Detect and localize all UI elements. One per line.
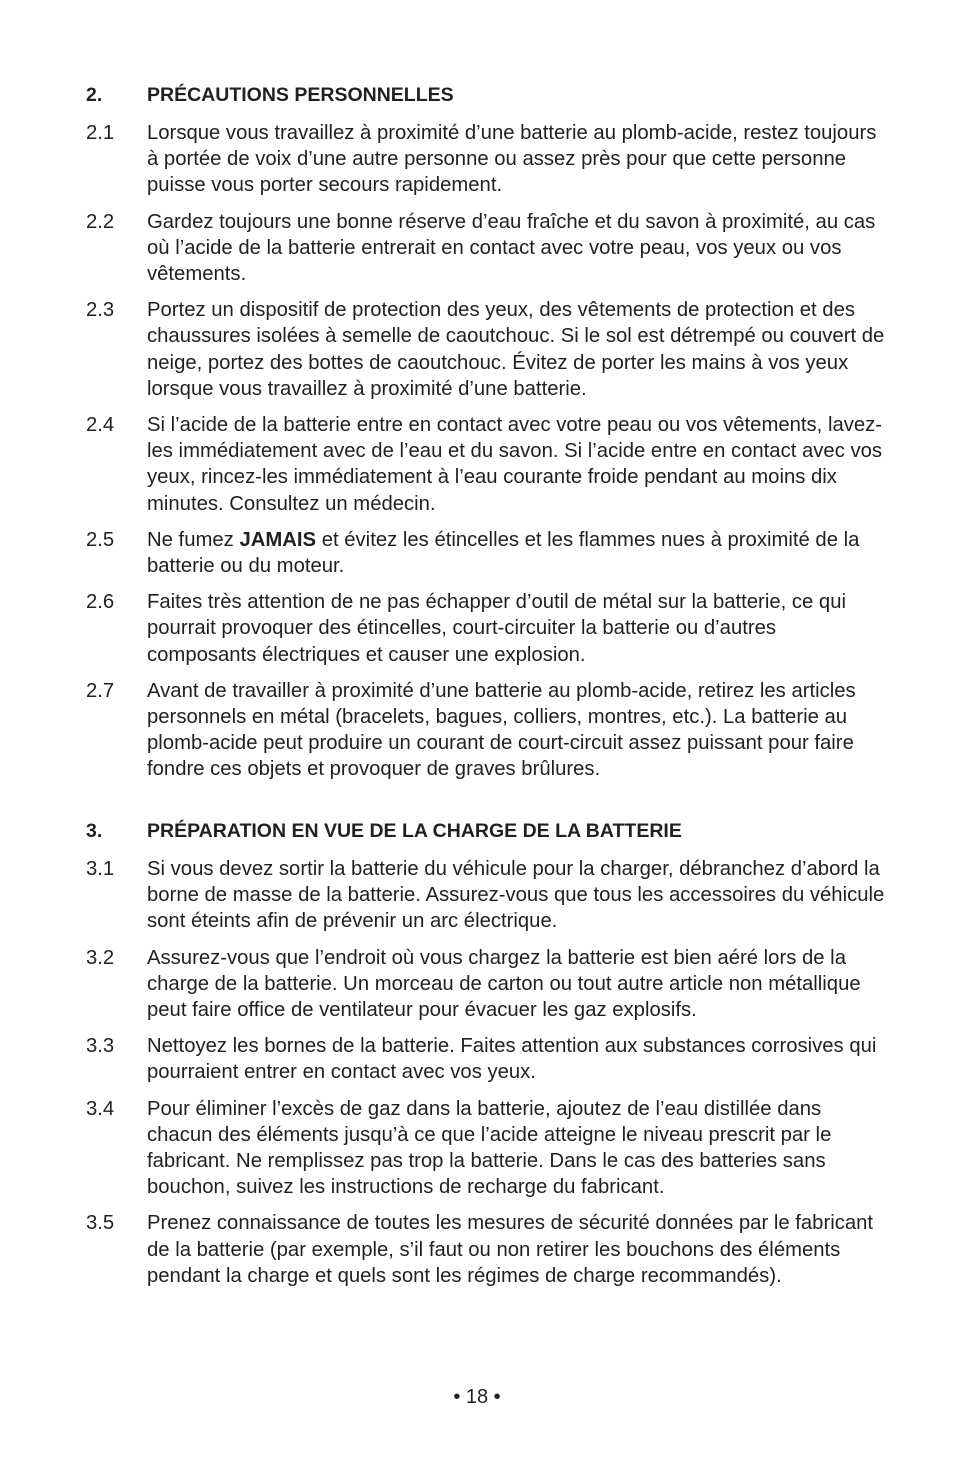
section-heading xyxy=(86,82,886,108)
item-text: Assurez-vous que l’endroit où vous chargez la batterie est bien aéré lors de la charge de la batterie. Un morceau de carton ou tout autre article non métallique peut faire office de ventilateur pour évacuer les gaz explosifs. xyxy=(147,946,861,1022)
item-text: Prenez connaissance de toutes les mesures de sécurité données par le fabricant de la batterie (par exemple, s’il faut ou non retirer les bouchons des éléments pendant la charge et quels sont les régimes de charge recommandés). xyxy=(147,1212,874,1287)
item-text xyxy=(147,527,886,579)
list-item xyxy=(86,120,886,199)
item-number: 2.1 xyxy=(86,122,115,144)
item-text: Si l’acide de la batterie entre en contact avec votre peau ou vos vêtements, lavez-les immédiatement avec de l’eau et du savon. Si l’acide entre en contact avec vos yeux, rincez-les immédiatement à l’eau courante froide pendant au moins dix minutes. Consultez un médecin. xyxy=(147,414,883,515)
list-item xyxy=(86,1210,886,1289)
item-text: Nettoyez les bornes de la batterie. Faites attention aux substances corrosives qui pourraient entrer en contact avec vos yeux. xyxy=(147,1035,877,1084)
item-text: Pour éliminer l’excès de gaz dans la batterie, ajoutez de l’eau distillée dans chacun des éléments jusqu’à ce que l’acide atteigne le niveau prescrit par le fabricant. Ne remplissez pas trop la batterie. Dans le cas des batteries sans bouchon, suivez les instructions de recharge du fabricant. xyxy=(147,1097,832,1199)
list-item xyxy=(86,1096,886,1201)
item-number: 3.1 xyxy=(86,858,115,880)
list-item xyxy=(86,209,886,288)
list-item xyxy=(86,589,886,668)
section-title: PRÉPARATION EN VUE DE LA CHARGE DE LA BATTERIE xyxy=(147,820,682,842)
item-text: Si vous devez sortir la batterie du véhicule pour la charger, débranchez d’abord la borne de masse de la batterie. Assurez-vous que tous les accessoires du véhicule sont éteints afin de prévenir un arc électrique. xyxy=(147,858,885,933)
item-number: 2.4 xyxy=(86,414,115,437)
section-personal-precautions xyxy=(86,82,886,783)
item-text: Faites très attention de ne pas échapper d’outil de métal sur la batterie, ce qui pourrait provoquer des étincelles, court-circuiter la batterie ou d’autres composants électriques et causer une explosion. xyxy=(147,591,846,666)
item-number: 2.5 xyxy=(86,528,115,551)
list-item xyxy=(86,1033,886,1085)
emphasis-never: JAMAIS xyxy=(239,528,317,551)
section-number: 2. xyxy=(86,84,103,106)
section-number: 3. xyxy=(86,820,103,842)
item-number: 2.3 xyxy=(86,299,115,322)
item-number: 2.6 xyxy=(86,591,115,614)
item-number: 3.2 xyxy=(86,946,115,969)
item-text-start: Ne fumez xyxy=(147,528,240,551)
list-item xyxy=(86,678,886,783)
section-charging-preparation xyxy=(86,818,886,1289)
item-text: Gardez toujours une bonne réserve d’eau fraîche et du savon à proximité, au cas où l’acide de la batterie entrerait en contact avec votre peau, vos yeux ou vos vêtements. xyxy=(147,210,876,286)
list-item xyxy=(86,297,886,402)
list-item xyxy=(86,856,886,935)
item-number: 2.2 xyxy=(86,210,115,233)
item-text: Lorsque vous travaillez à proximité d’une batterie au plomb-acide, restez toujours à portée de voix d’une autre personne ou assez près pour que cette personne puisse vous porter secours rapidement. xyxy=(147,122,877,197)
item-text-end: et évitez les étincelles et les flammes nues à proximité de la batterie ou du moteur. xyxy=(147,528,860,578)
item-text: Portez un dispositif de protection des yeux, des vêtements de protection et des chaussures isolées à semelle de caoutchouc. Si le sol est détrempé ou couvert de neige, portez des bottes de caoutchouc. Évitez de porter les mains à vos yeux lorsque vous travaillez à proximité d’une batterie. xyxy=(147,299,885,400)
page-number: • 18 • xyxy=(453,1386,501,1408)
item-text: Avant de travailler à proximité d’une batterie au plomb-acide, retirez les articles personnels en métal (bracelets, bagues, colliers, montres, etc.). La batterie au plomb-acide peut produire un courant de court-circuit assez puissant pour faire fondre ces objets et provoquer de graves brûlures. xyxy=(147,679,856,781)
list-item xyxy=(86,527,886,579)
list-item xyxy=(86,945,886,1024)
list-item xyxy=(86,412,886,517)
item-number: 2.7 xyxy=(86,679,115,702)
section-heading xyxy=(86,818,886,844)
item-number: 3.3 xyxy=(86,1035,115,1058)
item-number: 3.4 xyxy=(86,1097,115,1120)
item-number: 3.5 xyxy=(86,1212,115,1235)
section-title: PRÉCAUTIONS PERSONNELLES xyxy=(147,84,454,106)
